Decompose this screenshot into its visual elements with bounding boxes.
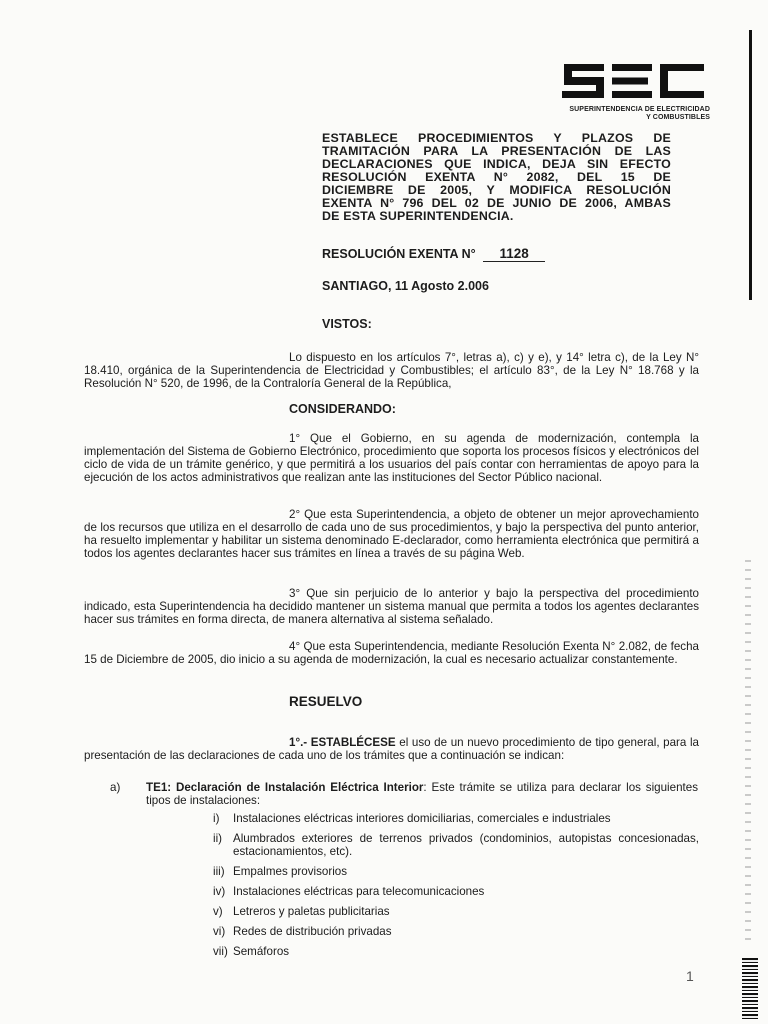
list-item-number: iv) — [213, 885, 226, 898]
resolution-label: RESOLUCIÓN EXENTA N° — [322, 247, 476, 261]
considerando-text: 1° Que el Gobierno, en su agenda de modernización, contempla la implementación del Sistema de Gobierno Electrónico, procedimiento que soporta los procesos físicos y electrónicos del ciclo de vida de un trámite genérico, y que permitirá a los usuarios del país contar con herramientas de apoyo para la ejecución de los actos administrativos que realizan ante las instituciones del Sector Público nacional. — [84, 432, 699, 484]
item-a-label: a) — [110, 781, 121, 794]
page-number: 1 — [686, 968, 694, 984]
document-title — [322, 132, 671, 223]
item-a-title: TE1: Declaración de Instalación Eléctrica Interior — [146, 781, 424, 794]
list-item-text: Redes de distribución privadas — [233, 925, 392, 938]
resolution-line — [322, 246, 545, 262]
resuelvo-heading: RESUELVO — [289, 694, 363, 709]
place-date: SANTIAGO, 11 Agosto 2.006 — [322, 279, 489, 293]
resuelvo-number: 1°.- — [289, 736, 308, 749]
list-item-number: vi) — [213, 925, 226, 938]
considerando-heading: CONSIDERANDO: — [289, 402, 396, 416]
installations-list — [213, 812, 699, 965]
title-line: ESTABLECE PROCEDIMIENTOS Y PLAZOS DE — [322, 131, 671, 145]
scan-barcode — [742, 958, 758, 1020]
list-item — [213, 905, 699, 918]
considerando-text: 2° Que esta Superintendencia, a objeto de obtener un mejor aprovechamiento de los recursos que utiliza en el desarrollo de cada uno de sus procedimientos, y bajo la perspectiva del punto anterior, ha resuelto implementar y habilitar un sistema denominado E-declarador, como herramienta electrónica que permitirá a todos los agentes declarantes hacer sus trámites en línea a través de su página Web. — [84, 508, 699, 560]
vistos-paragraph — [84, 351, 699, 390]
list-item — [213, 832, 699, 858]
resuelvo-text: el uso de un nuevo procedimiento de tipo general, para la presentación de las declaraciones de cada uno de los trámites que a continuación se indican: — [84, 736, 699, 762]
scan-edge-mark — [749, 30, 752, 300]
title-line: DICIEMBRE DE 2005, Y MODIFICA RESOLUCIÓN — [322, 183, 671, 197]
considerando-text: 4° Que esta Superintendencia, mediante Resolución Exenta N° 2.082, de fecha 15 de Diciembre de 2005, dio inicio a su agenda de modernización, la cual es necesario actualizar constantemente. — [84, 640, 699, 666]
list-item-text: Letreros y paletas publicitarias — [233, 905, 390, 918]
list-item-number: ii) — [213, 832, 223, 845]
title-line: EXENTA N° 796 DEL 02 DE JUNIO DE 2006, AMBAS — [322, 196, 671, 210]
title-line: DECLARACIONES QUE INDICA, DEJA SIN EFECTO — [322, 157, 671, 171]
considerando-text: 3° Que sin perjuicio de lo anterior y bajo la perspectiva del procedimiento indicado, esta Superintendencia ha decidido mantener un sistema manual que permita a todos los agentes declarantes hacer sus trámites en forma directa, de manera alternativa al sistema señalado. — [84, 587, 699, 626]
logo-subtitle-line1: SUPERINTENDENCIA DE ELECTRICIDAD — [569, 106, 710, 113]
item-a — [110, 781, 698, 807]
considerando-3 — [84, 587, 699, 626]
resolution-number: 1128 — [483, 246, 545, 262]
list-item-number: v) — [213, 905, 223, 918]
list-item — [213, 945, 699, 958]
title-line: RESOLUCIÓN EXENTA N° 2082, DEL 15 DE — [322, 170, 671, 184]
list-item-text: Alumbrados exteriores de terrenos privados (condominios, autopistas concesionadas, estacionamientos, etc). — [233, 832, 699, 858]
list-item-text: Semáforos — [233, 945, 290, 958]
item-a-text: : Este trámite se utiliza para declarar los siguientes tipos de instalaciones: — [146, 781, 698, 807]
considerando-4 — [84, 640, 699, 666]
list-item — [213, 812, 699, 825]
list-item-text: Empalmes provisorios — [233, 865, 348, 878]
list-item-number: iii) — [213, 865, 225, 878]
considerando-2 — [84, 508, 699, 560]
vistos-heading: VISTOS: — [322, 317, 372, 331]
list-item-text: Instalaciones eléctricas interiores domiciliarias, comerciales e industriales — [233, 812, 611, 825]
considerando-1 — [84, 432, 699, 484]
logo-subtitle-line2: Y COMBUSTIBLES — [646, 114, 710, 121]
resuelvo-keyword: ESTABLÉCESE — [310, 736, 396, 749]
list-item-number: i) — [213, 812, 220, 825]
list-item — [213, 885, 699, 898]
title-line: DE ESTA SUPERINTENDENCIA. — [322, 209, 514, 223]
vistos-text: Lo dispuesto en los artículos 7°, letras a), c) y e), y 14° letra c), de la Ley N° 18.410, orgánica de la Superintendencia de Electricidad y Combustibles; el artículo 83°, de la Ley N° 18.768 y la Resolución N° 520, de 1996, de la Contraloría General de la República, — [84, 351, 699, 390]
scan-edge-dots — [745, 560, 751, 940]
list-item — [213, 865, 699, 878]
sec-logo-mark — [560, 58, 706, 104]
list-item-text: Instalaciones eléctricas para telecomunicaciones — [233, 885, 485, 898]
sec-logo — [560, 58, 710, 122]
title-line: TRAMITACIÓN PARA LA PRESENTACIÓN DE LAS — [322, 144, 671, 158]
list-item-number: vii) — [213, 945, 228, 958]
list-item — [213, 925, 699, 938]
resuelvo-1 — [84, 736, 699, 762]
